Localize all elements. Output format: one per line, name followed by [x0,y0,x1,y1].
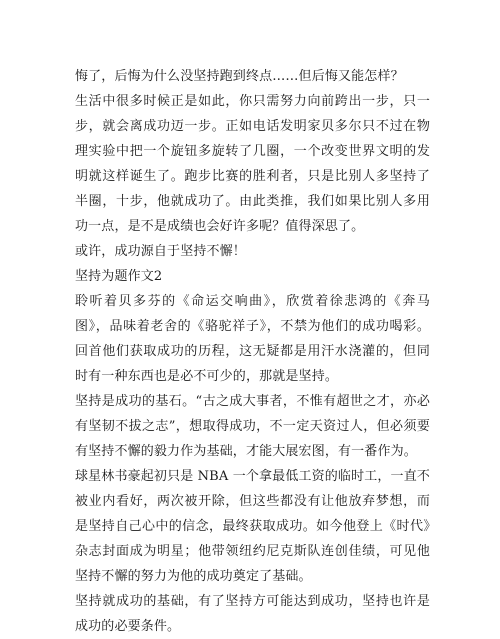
paragraph-1: 悔了，后悔为什么没坚持跑到终点……但后悔又能怎样？ [75,69,404,84]
paragraph-3: 或许，成功源自于坚持不懈！ [75,244,246,259]
document-body [75,64,430,639]
section-heading: 坚持为题作文2 [75,269,163,284]
paragraph-7: 坚持就成功的基础，有了坚持方可能达到成功，坚持也许是成功的必要条件。 [75,594,430,634]
paragraph-5: 坚持是成功的基石。“古之成大事者，不惟有超世之才，亦必有坚韧不拔之志”，想取得成功，不一定天资过人，但必须要有坚持不懈的毅力作为基础，才能大展宏图，有一番作为。 [75,394,430,459]
paragraph-4: 聆听着贝多芬的《命运交响曲》，欣赏着徐悲鸿的《奔马图》，品味着老舍的《骆驼祥子》，不禁为他们的成功喝彩。回首他们获取成功的历程，这无疑都是用汗水浇灌的，但同时有一种东西也是必不可少的，那就是坚持。 [75,294,430,384]
paragraph-2: 生活中很多时候正是如此，你只需努力向前跨出一步，只一步，就会离成功迈一步。正如电话发明家贝多尔只不过在物理实验中把一个旋钮多旋转了几圈，一个改变世界文明的发明就这样诞生了。跑步比赛的胜利者，只是比别人多坚持了半圈，十步，他就成功了。由此类推，我们如果比别人多用功一点，是不是成绩也会好许多呢？值得深思了。 [75,94,430,234]
paragraph-6: 球星林书豪起初只是 NBA 一个拿最低工资的临时工，一直不被业内看好，两次被开除，但这些都没有让他放弃梦想，而是坚持自己心中的信念，最终获取成功。如今他登上《时代》杂志封面成为明星；他带领纽约尼克斯队连创佳绩，可见他坚持不懈的努力为他的成功奠定了基础。 [75,469,430,584]
